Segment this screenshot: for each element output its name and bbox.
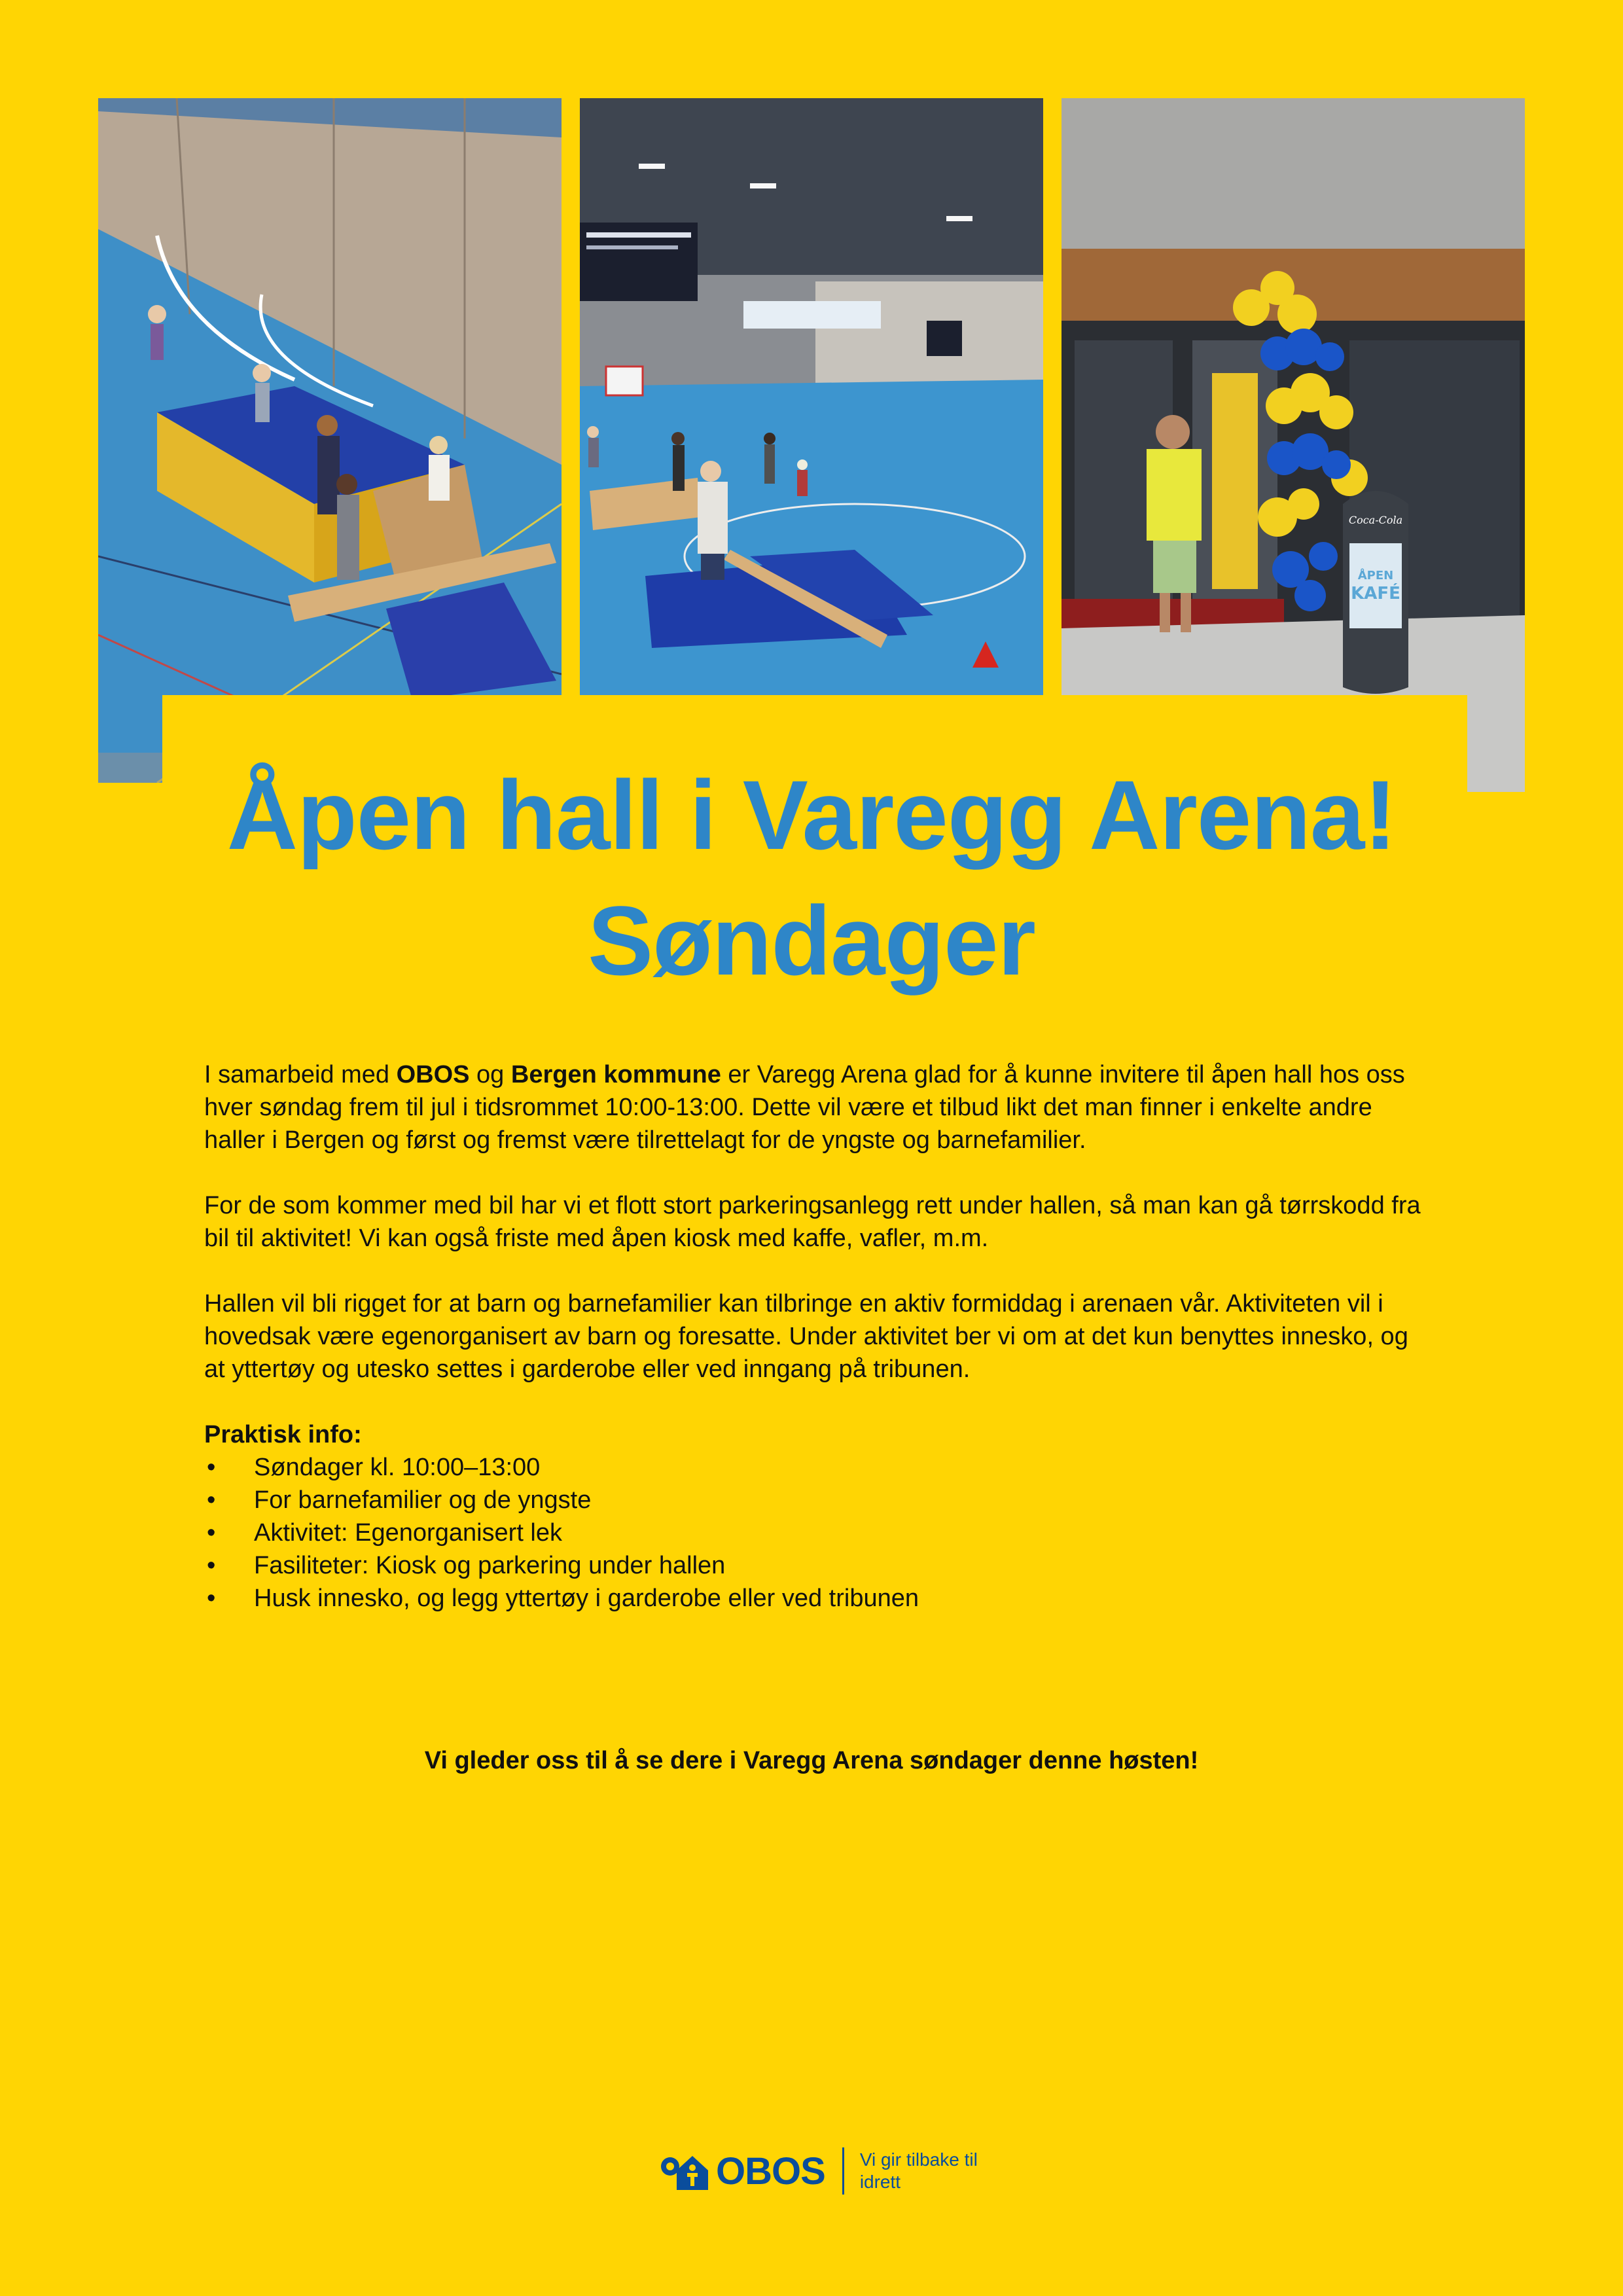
intro-paragraph: I samarbeid med OBOS og Bergen kommune er Varegg Arena glad for å kunne invitere til åpen hall hos oss hver søndag frem til jul i tidsrommet 10:00-13:00. Dette vil være et tilbud likt det man finner i enkelte andre haller i Bergen og først og fremst være tilrettelagt for de yngste og barnefamilier. [204, 1061, 1405, 1154]
list-item: • Husk innesko, og legg yttertøy i garderobe eller ved tribunen [204, 1582, 1435, 1615]
partner-bergen-kommune: Bergen kommune [510, 1061, 721, 1088]
parking-paragraph: For de som kommer med bil har vi et flott stort parkeringsanlegg rett under hallen, så man kan gå tørrskodd fra bil til aktivitet! Vi kan også friste med åpen kiosk med kaffe, vafler, m.m. [204, 1192, 1421, 1252]
photo-cafe-entrance [1061, 98, 1525, 792]
partner-obos: OBOS [396, 1061, 470, 1088]
body-paragraphs [204, 1058, 1435, 1418]
obos-wordmark: OBOS [716, 2149, 825, 2193]
closing-message: Vi gleder oss til å se dere i Varegg Arena søndager denne høsten! [424, 1747, 1199, 1774]
page-title: Åpen hall i Varegg Arena! [226, 760, 1397, 870]
photo-sports-hall [580, 98, 1043, 695]
practical-info-list [204, 1451, 1435, 1615]
obos-logo [660, 2149, 825, 2193]
cafe-sign-brand: Coca-Cola [1348, 514, 1403, 526]
page-subtitle: Søndager [588, 886, 1035, 996]
practical-info [204, 1418, 1435, 1615]
practical-info-heading: Praktisk info: [204, 1421, 362, 1448]
list-item: • Søndager kl. 10:00–13:00 [204, 1451, 1435, 1484]
obos-footer [660, 2145, 984, 2197]
photo-gymnastics [98, 98, 562, 783]
footer-tagline: Vi gir tilbake til idrett [859, 2149, 978, 2192]
hall-paragraph: Hallen vil bli rigget for at barn og barnefamilier kan tilbringe en aktiv formiddag i arenaen vår. Aktiviteten vil i hovedsak være egenorganisert av barn og foresatte. Under aktivitet ber vi om at det kun benyttes innesko, og at yttertøy og utesko settes i garderobe eller ved inngang på tribunen. [204, 1290, 1408, 1383]
footer-divider [842, 2147, 844, 2195]
cafe-sign-line2: KAFÉ [1351, 584, 1400, 603]
list-item: • Fasiliteter: Kiosk og parkering under hallen [204, 1549, 1435, 1582]
list-item: • Aktivitet: Egenorganisert lek [204, 1516, 1435, 1549]
list-item: • For barnefamilier og de yngste [204, 1484, 1435, 1516]
obos-house-icon [660, 2151, 711, 2191]
cafe-sign-line1: ÅPEN [1357, 569, 1394, 583]
